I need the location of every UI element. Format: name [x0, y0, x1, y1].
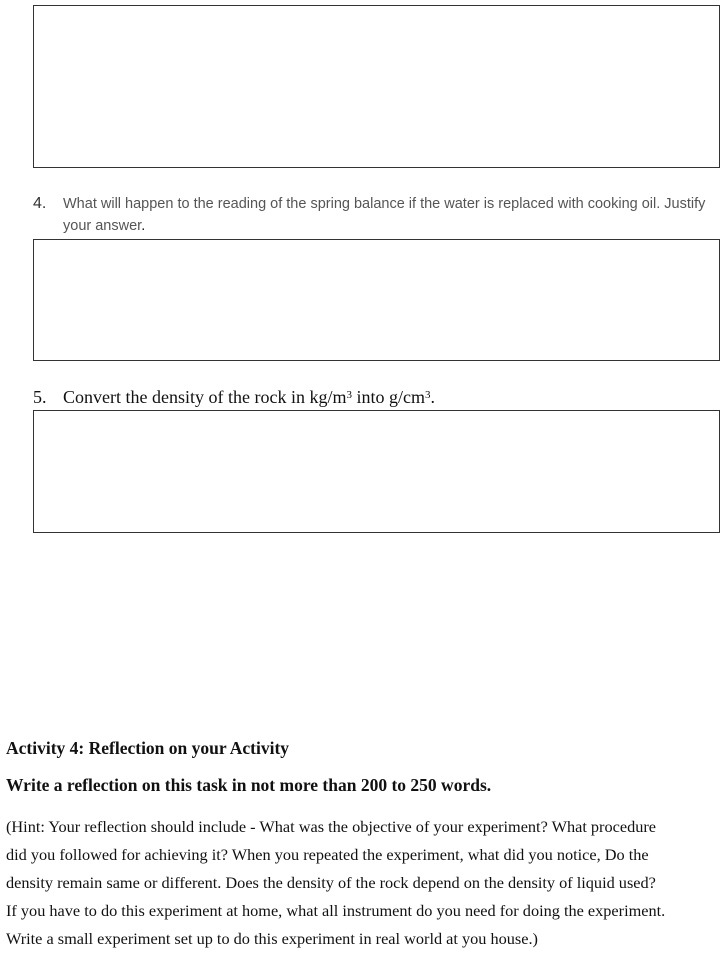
question-5-text-before: Convert the density of the rock in kg/m: [63, 387, 347, 407]
question-4-end: .: [141, 218, 146, 234]
question-4-answer-box[interactable]: [33, 239, 720, 361]
hint-line: Write a small experiment set up to do this experiment in real world at you house.): [6, 929, 538, 948]
question-5-superscript-2: 3: [424, 389, 431, 401]
question-5-answer-box[interactable]: [33, 410, 720, 533]
question-4-number: 4.: [33, 195, 47, 212]
reflection-hint: [6, 813, 722, 953]
reflection-instruction: Write a reflection on this task in not more than 200 to 250 words.: [6, 775, 492, 795]
previous-answer-box[interactable]: [33, 5, 720, 168]
hint-line: density remain same or different. Does the density of the rock depend on the density of liquid used?: [6, 873, 656, 892]
activity-heading: Activity 4: Reflection on your Activity: [6, 738, 290, 758]
question-4: [33, 193, 723, 237]
question-5: [33, 385, 435, 409]
hint-line: (Hint: Your reflection should include - What was the objective of your experiment? What procedure: [6, 817, 657, 836]
question-5-text-after: .: [430, 387, 435, 407]
question-5-number: 5.: [33, 387, 47, 407]
question-5-text-middle: into g/cm: [351, 387, 425, 407]
hint-line: did you followed for achieving it? When you repeated the experiment, what did you notice, Do the: [6, 845, 649, 864]
question-5-superscript-1: 3: [346, 389, 352, 401]
hint-line: If you have to do this experiment at home, what all instrument do you need for doing the experiment.: [6, 901, 666, 920]
question-4-text: What will happen to the reading of the spring balance if the water is replaced with cooking oil. Justify your answer: [63, 196, 706, 234]
